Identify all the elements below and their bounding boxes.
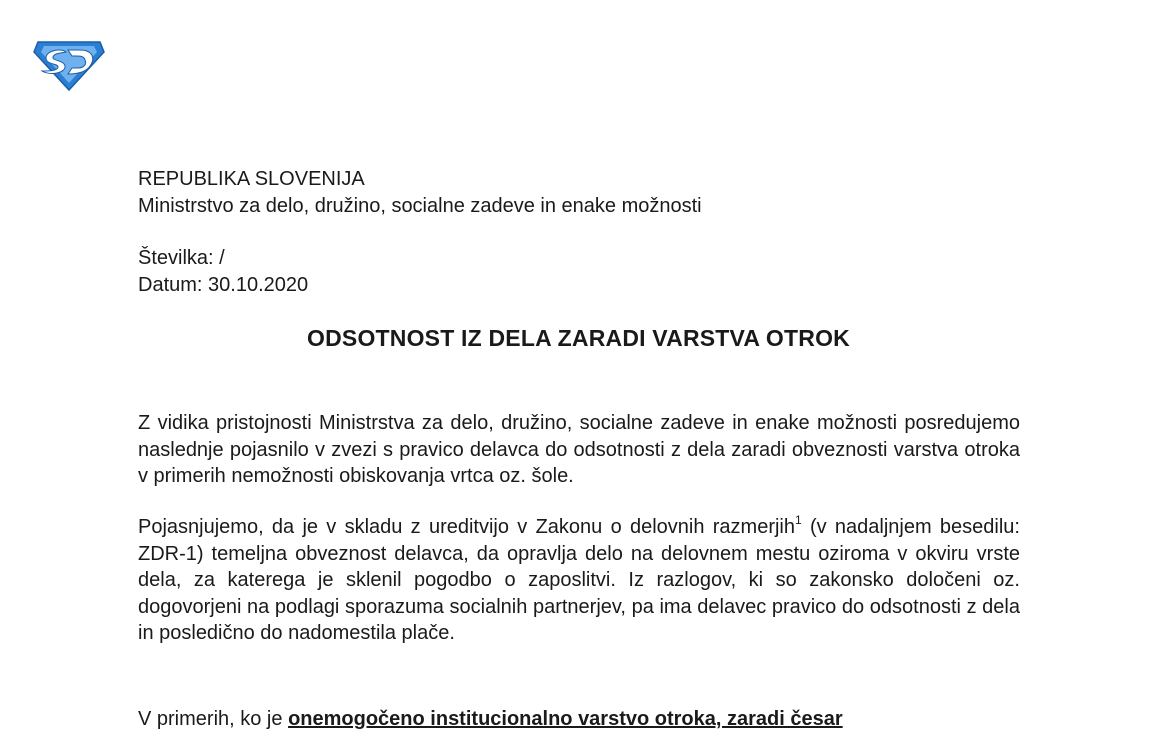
document-header [138, 166, 702, 220]
paragraph-explanation [138, 514, 1020, 647]
document-meta [138, 245, 308, 299]
paragraph-intro: Z vidika pristojnosti Ministrstva za delo, družino, socialne zadeve in enake možnosti posredujemo naslednje pojasnilo v zvezi s pravico delavca do odsotnosti z dela zaradi obveznosti varstva otroka v primerih nemožnosti obiskovanja vrtca oz. šole. [138, 412, 1020, 487]
document-date: Datum: 30.10.2020 [138, 274, 309, 296]
ministry-name: Ministrstvo za delo, družino, socialne zadeve in enake možnosti [138, 195, 702, 217]
paragraph-cases-start: V primerih, ko je [138, 708, 289, 730]
paragraph-explanation-start: Pojasnjujemo, da je v skladu z ureditvijo v Zakonu o delovnih razmerjih [138, 516, 795, 538]
document-title: ODSOTNOST IZ DELA ZARADI VARSTVA OTROK [307, 325, 850, 351]
organization-logo-icon [32, 36, 106, 92]
document-number: Številka: / [138, 247, 225, 269]
emphasized-text: onemogočeno institucionalno varstvo otroka, zaradi česar [288, 708, 843, 730]
paragraph-cases [138, 706, 1020, 733]
paragraph-explanation-end: (v nadaljnjem besedilu: ZDR-1) temeljna obveznost delavca, da opravlja delo na delovnem mestu oziroma v okviru vrste dela, za katerega je sklenil pogodbo o zaposlitvi. Iz razlogov, ki so zakonsko določeni oz. dogovorjeni na podlagi sporazuma socialnih partnerjev, pa ima delavec pravico do odsotnosti z dela in posledično do nadomestila plače. [138, 516, 1020, 644]
country-name: REPUBLIKA SLOVENIJA [138, 168, 365, 190]
footnote-reference[interactable]: 1 [795, 513, 802, 527]
